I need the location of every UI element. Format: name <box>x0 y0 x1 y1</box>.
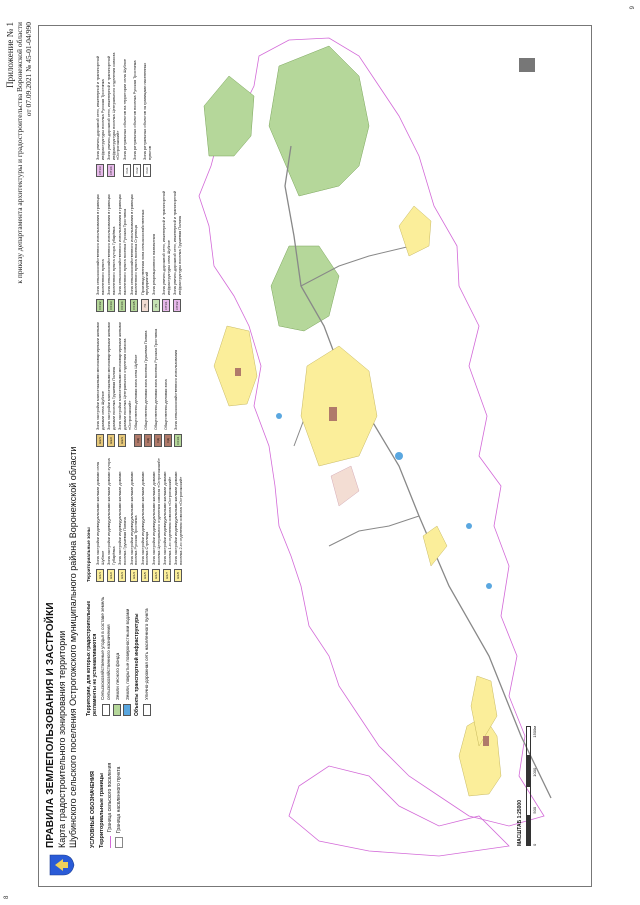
zone-label: Зона застройки индивидуальными жилыми домами поселка 2-го отделения совхоза «Острогожский» <box>173 471 183 565</box>
legend-item: Граница населенного пункта <box>115 718 123 848</box>
zone-label: Зона застройки индивидуальными жилыми домами поселка Грушевая Поляна <box>117 471 127 565</box>
zone-legend-item <box>144 322 152 447</box>
zone-label: Зона застройки индивидуальными жилыми домами поселка Стрелица <box>139 471 150 565</box>
map-frame <box>38 25 592 887</box>
zones-column <box>95 322 184 447</box>
locality-boundary-icon <box>115 837 123 848</box>
zone-label: Общественно-деловая зона <box>163 379 169 430</box>
zone-label: Зона застройки малоэтажными многоквартирными жилыми домами села Шубное <box>95 322 105 430</box>
legend-item: Сельскохозяйственные угодья в составе земель сельскохозяйственного назначения <box>100 596 111 716</box>
zone-code-swatch: СН2 <box>133 164 141 177</box>
public-business-zone <box>329 407 337 421</box>
zone-code-swatch: ОД <box>164 434 172 447</box>
zone-label: Зона застройки малоэтажными многоквартирными жилыми домами поселка Грушевая Поляна <box>106 322 116 430</box>
zone-label: Зона застройки малоэтажными многоквартирными жилыми домами поселка Центрального отделения совхоза «Острогожский» <box>117 322 132 430</box>
zone-code-swatch: СХ1/3 <box>107 299 115 312</box>
zone-code-swatch: СХ1/4 <box>118 299 126 312</box>
zone-legend-item <box>107 187 116 312</box>
zone-legend-item <box>162 187 171 312</box>
organization-logo-icon <box>519 58 535 72</box>
legend-territories-heading: Территории, для которых градостроительные регламенты не устанавливаются <box>86 600 98 716</box>
zone-code-swatch: П1 <box>141 299 149 312</box>
zone-label: Зона улично-дорожной сети, инженерной и транспортной инфраструктуры поселка Грушевая Поляна <box>172 190 182 295</box>
water-body <box>276 413 282 419</box>
zone-label: Общественно-деловая зона села Шубное <box>133 354 139 430</box>
zone-code-swatch: ИТ1/2 <box>173 299 181 312</box>
zone-legend-item <box>174 322 182 447</box>
scale-bar <box>517 686 537 846</box>
zone-code-swatch: Ж1/2 <box>107 569 115 582</box>
zone-legend-item <box>134 322 142 447</box>
legend-item: Граница сельского поселения <box>107 718 113 848</box>
scale-label: МАСШТАБ 1:25000 <box>517 800 523 846</box>
zone-legend-item <box>118 457 127 582</box>
agricultural-zone <box>269 46 369 196</box>
zone-legend-item <box>96 187 105 312</box>
legend-zones <box>87 42 237 582</box>
zones-column <box>95 52 154 177</box>
zone-code-swatch: Ж1/1 <box>96 569 104 582</box>
zone-legend-item <box>118 322 132 447</box>
zone-label: Зона застройки индивидуальными жилыми домами поселка Русская Тростянка <box>128 471 139 565</box>
appendix-line2: от 07.09.2021 № 45-01-04/990 <box>24 22 33 117</box>
zone-label: Зона сельскохозяйственного использования в границах населенного пункта <box>95 194 105 295</box>
residential-zone <box>301 346 377 466</box>
zone-legend-item <box>152 457 161 582</box>
page-number: 8 <box>4 895 10 899</box>
zone-label: Зона застройки индивидуальными жилыми домами поселка 1-го отделения совхоза «Острогожский» <box>162 471 172 565</box>
zone-label: Зона ритуальных объектов за границами населенных пунктов <box>141 62 152 160</box>
zone-legend-item <box>107 52 121 177</box>
zone-code-swatch: Ж2/2 <box>107 434 115 447</box>
zone-legend-item <box>133 52 141 177</box>
zone-legend-item <box>163 457 172 582</box>
zone-legend-item <box>173 187 182 312</box>
residential-zone <box>423 526 447 566</box>
zones-heading: Территориальные зоны <box>86 527 91 582</box>
boundary-line-icon <box>110 836 111 848</box>
public-business-zone <box>483 736 489 746</box>
zone-label: Зона рекреационного назначения <box>150 234 156 295</box>
water-body <box>395 452 403 460</box>
zone-label: Общественно-деловая зона поселка Грушевая Поляна <box>143 330 149 430</box>
zone-legend-item <box>107 322 116 447</box>
zone-code-swatch: СХ1/1 <box>174 434 182 447</box>
legend-territories <box>87 596 153 716</box>
zone-legend-item <box>141 187 150 312</box>
legend-item: Земли, покрытые поверхностными водами <box>123 596 131 716</box>
zones-column <box>95 187 184 312</box>
main-title: ПРАВИЛА ЗЕМЛЕПОЛЬЗОВАНИЯ И ЗАСТРОЙКИ <box>45 602 56 848</box>
zone-code-swatch: ИТ1/4 <box>107 164 115 177</box>
zone-legend-item <box>130 187 139 312</box>
zone-code-swatch: ОД <box>154 434 162 447</box>
sub-title: Карта градостроительного зонирования территории <box>57 630 67 848</box>
page-number-bottom: 9 <box>630 6 636 10</box>
zone-label: Зона сельскохозяйственного использования в границах населенного пункта поселка Стрелица <box>128 194 139 295</box>
legend-heading: УСЛОВНЫЕ ОБОЗНАЧЕНИЯ <box>90 771 96 848</box>
zone-legend-item <box>143 52 152 177</box>
zone-code-swatch: ОД <box>134 434 142 447</box>
zone-code-swatch: Ж1/8 <box>174 569 182 582</box>
coat-of-arms-icon <box>49 854 75 876</box>
zone-code-swatch: ОД <box>144 434 152 447</box>
appendix-line1: к приказу департамента архитектуры и градостроительства Воронежской области <box>15 22 24 284</box>
zone-legend-item <box>174 457 183 582</box>
water-body <box>466 523 472 529</box>
legend-item: Улично-дорожная сеть населенного пункта <box>143 596 151 716</box>
zone-label: Зона сельскохозяйственного использования в границах населенного пункта поселка Русская Тростянка <box>117 194 127 295</box>
title-block <box>45 428 78 848</box>
zone-label: Зона улично-дорожной сети, инженерной и транспортной инфраструктуры поселка Центрального отделения совхоза «Острогожский» <box>106 52 121 160</box>
zone-legend-item <box>96 52 105 177</box>
appendix-number: Приложение № 1 <box>5 22 15 88</box>
water-body <box>486 583 492 589</box>
zone-legend-item <box>141 457 150 582</box>
residential-zone <box>399 206 431 256</box>
zone-code-swatch: Ж1/7 <box>163 569 171 582</box>
zone-code-swatch: Ж1/4 <box>130 569 138 582</box>
zone-legend-item <box>123 52 131 177</box>
zone-code-swatch: СН1 <box>123 164 131 177</box>
agricultural-zone <box>271 246 339 331</box>
zone-code-swatch: ИТ1/3 <box>96 164 104 177</box>
zone-label: Зона застройки индивидуальными жилыми домами хутора Губарёвка <box>106 458 116 565</box>
zone-label: Производственная зона сельскохозяйственных предприятий <box>139 209 150 295</box>
zones-column <box>95 457 186 582</box>
zone-label: Зона улично-дорожной сети, инженерной и транспортной инфраструктуры села Шубное <box>160 190 171 295</box>
zone-legend-item <box>154 322 162 447</box>
zone-code-swatch: Ж1/5 <box>141 569 149 582</box>
zone-code-swatch: Ж2/1 <box>96 434 104 447</box>
appendix-block <box>6 22 33 284</box>
zone-code-swatch: Ж1/3 <box>118 569 126 582</box>
production-zone <box>331 466 359 506</box>
zone-label: Зона застройки индивидуальными жилыми домами села Шубное <box>95 462 105 565</box>
legend-item: Земли лесного фонда <box>113 596 121 716</box>
zone-legend-item <box>152 187 160 312</box>
zone-label: Зона ритуальных объектов на территории села Шубное <box>121 58 127 160</box>
zone-legend-item <box>96 322 105 447</box>
zone-code-swatch: СХ1/5 <box>130 299 138 312</box>
zone-legend-item <box>96 457 105 582</box>
zone-code-swatch: Р1 <box>152 299 160 312</box>
zone-legend-item <box>107 457 116 582</box>
zone-code-swatch: СН3 <box>143 164 151 177</box>
zone-code-swatch: Ж1/6 <box>152 569 160 582</box>
zone-label: Зона ритуальных объектов поселка Русская Тростянка <box>131 60 137 160</box>
zone-label: Зона застройки индивидуальными жилыми домами поселка Центрального отделения совхоза «Острогожский» <box>150 458 161 565</box>
zone-code-swatch: Ж2/3 <box>118 434 126 447</box>
zone-code-swatch: СХ1/2 <box>96 299 104 312</box>
zone-legend-item <box>130 457 139 582</box>
zone-label: Зона сельскохозяйственного использования в границах населенного пункта хутора Губарёвка <box>106 194 116 295</box>
zone-code-swatch: ИТ1/1 <box>162 299 170 312</box>
legend-boundaries-heading: Территориальные границы <box>99 773 105 848</box>
scale-graphic <box>526 686 531 846</box>
road <box>329 516 419 546</box>
zone-label: Общественно-деловая зона поселка Русская Тростянка <box>153 328 159 430</box>
scale-ticks: 0 500 1000 1500м <box>532 726 537 846</box>
zone-legend-item <box>118 187 127 312</box>
sub-title-2: Шубинского сельского поселения Острогожского муниципального района Воронежской области <box>68 446 78 848</box>
zone-legend-item <box>164 322 172 447</box>
zone-label: Зона улично-дорожной сети, инженерной и транспортной инфраструктуры поселка Русская Тростянка <box>95 55 105 160</box>
zone-label: Зона сельскохозяйственного использования <box>173 349 179 430</box>
legend-transport-heading: Объекты транспортной инфраструктуры <box>134 613 141 716</box>
legend-conventions <box>87 718 125 848</box>
